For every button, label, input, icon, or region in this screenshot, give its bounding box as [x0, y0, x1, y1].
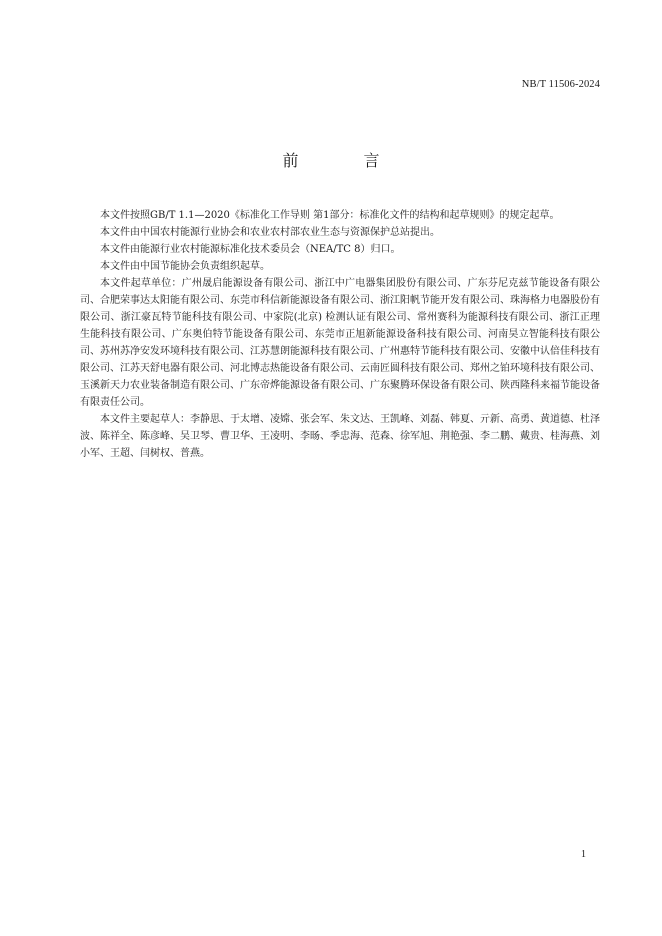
paragraph-drafters: 本文件主要起草人：李静思、于太增、凌嫦、张会军、朱文达、王凯峰、刘磊、韩夏、亓新、高勇、黄道德、杜泽波、陈祥全、陈彦峰、吴卫琴、曹卫华、王凌明、李旸、季忠海、范森、徐军旭、荆艳强、李二鹏、戴贵、桂海燕、刘小军、王超、闫树权、普燕。	[80, 414, 600, 459]
paragraph-organizer: 本文件由中国节能协会负责组织起草。	[100, 261, 270, 272]
paragraph-drafting-units: 本文件起草单位：广州晟启能源设备有限公司、浙江中广电器集团股份有限公司、广东芬尼克兹节能设备有限公司、合肥荣事达太阳能有限公司、东莞市科信新能源设备有限公司、浙江阳帆节能开发有限公司、珠海格力电器股份有限公司、浙江豪瓦特节能科技有限公司、中家院(北京) 检测认证有限公司、常州赛科为能源科技有限公司、浙江正理生能科技有限公司、广东奥伯特节能设备有限公司、东莞市正旭新能源设备科技有限公司、河南昊立智能科技有限公司、苏州苏净安发环境科技有限公司、江苏慧朗能源科技有限公司、广州惠特节能科技有限公司、安徽中认倍佳科技有限公司、江苏天舒电器有限公司、河北博志热能设备有限公司、云南匠圆科技有限公司、郑州之铂环境科技有限公司、玉溪新天力农业装备制造有限公司、广东帝烨能源设备有限公司、广东聚腾环保设备有限公司、陕西隆科来福节能设备有限责任公司。	[80, 278, 600, 408]
standard-code: NB/T 11506-2024	[521, 79, 600, 90]
paragraph-proposer: 本文件由中国农村能源行业协会和农业农村部农业生态与资源保护总站提出。	[100, 227, 440, 238]
paragraph-standard-basis: 本文件按照GB/T 1.1—2020《标准化工作导则 第1部分：标准化文件的结构和起草规则》的规定起草。	[100, 210, 560, 221]
paragraph-governing-committee: 本文件由能源行业农村能源标准化技术委员会（NEA/TC 8）归口。	[100, 244, 401, 255]
page-title: 前 言	[282, 151, 410, 170]
document-body	[80, 207, 600, 462]
page-number: 1	[581, 849, 586, 860]
